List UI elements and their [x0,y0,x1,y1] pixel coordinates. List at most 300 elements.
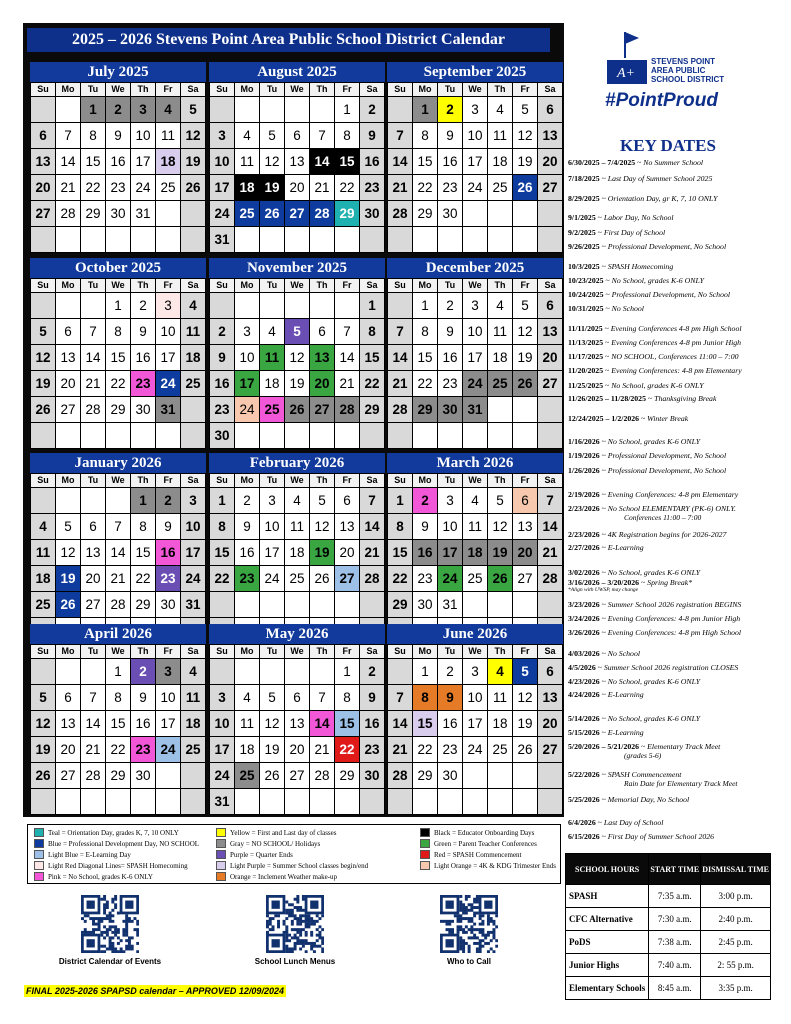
day-cell: 28 [538,566,562,591]
empty-cell [335,293,359,318]
weekday-header: We [106,645,130,658]
empty-cell [81,789,105,814]
day-cell: 30 [210,423,234,448]
legend-label: Gray = NO SCHOOL/ Holidays [230,839,321,848]
day-cell: 31 [131,201,155,226]
day-cell: 20 [285,737,309,762]
weekday-header: Th [488,279,512,292]
day-cell: 4 [181,293,205,318]
day-cell: 12 [181,123,205,148]
weekday-header: Tu [438,83,462,96]
day-cell: 5 [260,685,284,710]
key-date-item [568,663,738,672]
key-date-text: Evening Conferences: 4-8 pm High School [607,628,742,637]
day-cell: 8 [81,123,105,148]
legend-item [34,861,188,870]
empty-cell [156,763,180,788]
day-cell: 20 [538,149,562,174]
month-grid [387,82,563,253]
month-calendar [387,453,563,640]
day-cell: 4 [235,123,259,148]
key-date-text: No School [607,649,641,658]
day-cell: 17 [131,149,155,174]
day-cell: 11 [285,514,309,539]
weekday-header: Tu [260,645,284,658]
key-date-item [568,338,741,347]
day-cell: 18 [488,345,512,370]
legend-swatch [420,861,430,870]
day-cell: 8 [335,123,359,148]
weekday-header: Tu [81,645,105,658]
school-hours-table [565,853,771,1000]
day-cell: 22 [360,371,384,396]
day-cell: 4 [488,293,512,318]
empty-cell [388,659,412,684]
key-date-item [568,242,726,251]
day-cell: 27 [538,737,562,762]
month-title: November 2025 [209,258,385,278]
day-cell: 6 [56,685,80,710]
weekday-header: Tu [81,83,105,96]
day-cell: 18 [181,345,205,370]
weekday-header: Fr [335,474,359,487]
month-grid [209,473,385,644]
weekday-header: Mo [235,474,259,487]
day-cell: 13 [538,685,562,710]
key-date: 3/26/2026 [568,628,600,637]
day-cell: 10 [260,514,284,539]
day-cell: 30 [438,201,462,226]
empty-cell [235,97,259,122]
key-date-item [568,568,700,577]
day-cell: 10 [131,123,155,148]
day-cell: 9 [438,319,462,344]
day-cell: 26 [285,397,309,422]
day-cell: 12 [31,711,55,736]
legend-item [216,839,320,848]
day-cell: 15 [413,149,437,174]
day-cell: 24 [210,763,234,788]
weekday-header: Su [210,474,234,487]
empty-cell [538,789,562,814]
day-cell: 11 [260,345,284,370]
day-cell: 20 [538,711,562,736]
key-date: 2/23/2026 [568,530,600,539]
day-cell: 30 [413,592,437,617]
day-cell: 25 [488,371,512,396]
empty-cell [81,423,105,448]
key-date-item [568,628,741,637]
day-cell: 2 [210,319,234,344]
day-cell: 24 [156,371,180,396]
day-cell: 8 [413,685,437,710]
empty-cell [131,423,155,448]
weekday-header: Mo [235,83,259,96]
legend-item [216,828,336,837]
day-cell: 31 [181,592,205,617]
day-cell: 21 [81,737,105,762]
key-date-item [568,543,644,552]
day-cell: 2 [438,97,462,122]
key-date-item [568,262,673,271]
day-cell: 30 [438,397,462,422]
qr-who-to-call[interactable] [414,895,524,966]
day-cell: 3 [260,488,284,513]
month-title: December 2025 [387,258,563,278]
legend-item [420,861,556,870]
month-title: August 2025 [209,62,385,82]
day-cell: 16 [438,345,462,370]
empty-cell [310,293,334,318]
day-cell: 5 [31,685,55,710]
key-date-text: Professional Development, No School [607,466,727,475]
day-cell: 23 [156,566,180,591]
day-cell: 4 [463,488,487,513]
day-cell: 18 [156,149,180,174]
weekday-header: Sa [181,474,205,487]
key-date-text: NO SCHOOL, Conferences 11:00 – 7:00 [611,352,739,361]
day-cell: 11 [488,685,512,710]
empty-cell [181,423,205,448]
key-date: 5/22/2026 [568,770,600,779]
day-cell: 4 [488,97,512,122]
weekday-header: Tu [260,279,284,292]
day-cell: 8 [131,514,155,539]
weekday-header: Fr [335,645,359,658]
empty-cell [438,227,462,252]
day-cell: 25 [260,397,284,422]
separator: ~ [602,324,611,333]
empty-cell [81,227,105,252]
empty-cell [538,227,562,252]
day-cell: 24 [131,175,155,200]
key-date: 4/03/2026 [568,649,600,658]
month-grid [30,82,206,253]
day-cell: 11 [235,149,259,174]
key-date: 2/19/2026 [568,490,600,499]
day-cell: 7 [81,319,105,344]
key-date-item [568,174,712,183]
day-cell: 2 [235,488,259,513]
empty-cell [513,763,537,788]
empty-cell [310,227,334,252]
day-cell: 17 [156,711,180,736]
day-cell: 26 [31,763,55,788]
day-cell: 19 [31,737,55,762]
day-cell: 8 [106,685,130,710]
key-date-text: Last Day of Summer School 2025 [607,174,713,183]
weekday-header: Th [488,474,512,487]
day-cell: 19 [285,371,309,396]
separator: ~ [603,290,612,299]
day-cell: 24 [156,737,180,762]
key-date-item [568,290,730,299]
day-cell: 26 [260,763,284,788]
day-cell: 11 [488,123,512,148]
empty-cell [260,227,284,252]
empty-cell [285,227,309,252]
key-date-text: Winter Break [647,414,689,423]
day-cell: 7 [310,123,334,148]
key-date-text: Evening Conferences: 4-8 pm Junior High [607,614,741,623]
day-cell: 27 [285,763,309,788]
day-cell: 29 [131,592,155,617]
legend-item [216,850,293,859]
qr-calendar-events[interactable] [55,895,165,966]
day-cell: 12 [513,685,537,710]
weekday-header: Mo [56,474,80,487]
separator: ~ [639,578,648,587]
day-cell: 23 [131,737,155,762]
separator: ~ [599,770,608,779]
day-cell: 16 [413,540,437,565]
day-cell: 25 [181,371,205,396]
day-cell: 25 [285,566,309,591]
day-cell: 2 [360,659,384,684]
day-cell: 15 [106,711,130,736]
weekday-header: Mo [235,279,259,292]
weekday-header: Mo [56,279,80,292]
day-cell: 30 [360,201,384,226]
empty-cell [360,423,384,448]
key-date: 10/3/2025 [568,262,600,271]
legend-item [34,828,179,837]
weekday-header: Fr [513,279,537,292]
day-cell: 12 [513,319,537,344]
key-date-text: No School, grades K-6 ONLY [611,276,704,285]
day-cell: 14 [81,345,105,370]
day-cell: 15 [360,345,384,370]
empty-cell [513,227,537,252]
day-cell: 20 [335,540,359,565]
day-cell: 7 [81,685,105,710]
day-cell: 21 [335,371,359,396]
weekday-header: Fr [335,83,359,96]
day-cell: 15 [413,711,437,736]
empty-cell [235,227,259,252]
day-cell: 10 [156,685,180,710]
empty-cell [513,423,537,448]
day-cell: 6 [538,97,562,122]
day-cell: 1 [360,293,384,318]
legend-swatch [216,828,226,837]
logo-text: STEVENS POINT AREA PUBLIC SCHOOL DISTRICT [651,57,725,84]
day-cell: 11 [31,540,55,565]
key-date-text: Professional Development, No School [607,451,727,460]
day-cell: 31 [210,789,234,814]
day-cell: 9 [131,319,155,344]
key-date-item [568,394,716,403]
empty-cell [463,227,487,252]
weekday-header: Sa [181,279,205,292]
day-cell: 28 [56,201,80,226]
qr-lunch-menus[interactable] [240,895,350,966]
day-cell: 12 [31,345,55,370]
day-cell: 22 [335,175,359,200]
day-cell: 6 [56,319,80,344]
legend-swatch [216,872,226,881]
weekday-header: Mo [56,83,80,96]
day-cell: 17 [210,175,234,200]
separator: ~ [645,394,655,403]
empty-cell [413,227,437,252]
day-cell: 2 [438,293,462,318]
key-date: 1/26/2026 [568,466,600,475]
key-date-item [568,530,726,539]
day-cell: 7 [388,319,412,344]
day-cell: 19 [181,149,205,174]
day-cell: 17 [463,149,487,174]
day-cell: 3 [131,97,155,122]
key-dates-heading: KEY DATES [620,136,716,155]
key-date: 4/5/2026 [568,663,596,672]
day-cell: 24 [260,566,284,591]
empty-cell [310,97,334,122]
day-cell: 29 [335,201,359,226]
weekday-header: Tu [438,279,462,292]
weekday-header: Th [131,279,155,292]
day-cell: 16 [438,149,462,174]
day-cell: 21 [388,737,412,762]
key-date: 6/15/2026 [568,832,600,841]
key-date-text: Professional Development, No School [607,242,727,251]
month-calendar [30,624,206,811]
key-date-item [568,381,704,390]
day-cell: 5 [513,97,537,122]
weekday-header: Th [131,474,155,487]
key-date-item [568,795,689,804]
day-cell: 11 [156,123,180,148]
day-cell: 2 [131,293,155,318]
empty-cell [488,423,512,448]
key-date-text: SPASH Homecoming [607,262,674,271]
day-cell: 24 [463,175,487,200]
empty-cell [31,227,55,252]
empty-cell [488,592,512,617]
legend-item [34,872,153,881]
day-cell: 18 [31,566,55,591]
day-cell: 26 [31,397,55,422]
key-date: 11/26/2025 – 11/28/2025 [568,394,646,403]
day-cell: 28 [335,397,359,422]
empty-cell [538,763,562,788]
empty-cell [81,488,105,513]
day-cell: 30 [106,201,130,226]
empty-cell [156,201,180,226]
key-date-item [568,228,665,237]
key-date: 11/20/2025 [568,366,604,375]
day-cell: 3 [438,488,462,513]
day-cell: 25 [235,763,259,788]
day-cell: 20 [285,175,309,200]
day-cell: 31 [438,592,462,617]
separator: ~ [599,530,608,539]
key-date: 3/24/2026 [568,614,600,623]
weekday-header: Sa [538,474,562,487]
empty-cell [538,423,562,448]
day-cell: 29 [413,763,437,788]
empty-cell [106,227,130,252]
day-cell: 27 [56,763,80,788]
day-cell: 22 [413,371,437,396]
weekday-header: Mo [413,645,437,658]
day-cell: 22 [413,737,437,762]
key-date-item [568,600,741,609]
day-cell: 12 [260,711,284,736]
key-date: 11/17/2025 [568,352,604,361]
key-date-item [568,690,644,699]
day-cell: 22 [106,371,130,396]
key-date-text: Summer School 2026 registration BEGINS [607,600,742,609]
day-cell: 13 [285,711,309,736]
weekday-header: Su [388,279,412,292]
day-cell: 11 [181,319,205,344]
hours-header: START TIME [649,854,701,885]
day-cell: 19 [31,371,55,396]
separator: ~ [595,818,604,827]
day-cell: 10 [181,514,205,539]
approval-note: FINAL 2025-2026 SPAPSD calendar – APPROVED 12/09/2024 [26,986,284,996]
day-cell: 9 [413,514,437,539]
day-cell: 8 [335,685,359,710]
key-date-text: Elementary Track Meet [647,742,721,751]
day-cell: 27 [31,201,55,226]
day-cell: 23 [438,371,462,396]
empty-cell [285,293,309,318]
key-date-text: Evening Conferences: 4-8 pm Elementary [607,490,739,499]
empty-cell [56,97,80,122]
key-date: 5/15/2026 [568,728,600,737]
weekday-header: Su [388,83,412,96]
day-cell: 19 [513,711,537,736]
month-title: September 2025 [387,62,563,82]
empty-cell [538,592,562,617]
day-cell: 23 [438,737,462,762]
day-cell: 15 [413,345,437,370]
key-date-text: Professional Development, No School [611,290,731,299]
day-cell: 13 [81,540,105,565]
separator: ~ [603,352,612,361]
empty-cell [260,789,284,814]
key-date: 10/24/2025 [568,290,604,299]
key-date: 7/18/2025 [568,174,600,183]
day-cell: 28 [388,201,412,226]
separator: ~ [603,276,612,285]
month-title: May 2026 [209,624,385,644]
day-cell: 19 [310,540,334,565]
day-cell: 28 [106,592,130,617]
empty-cell [156,789,180,814]
table-row: PoDS 7:38 a.m. 2:45 p.m. [566,931,771,954]
day-cell: 6 [285,685,309,710]
day-cell: 29 [360,397,384,422]
day-cell: 6 [81,514,105,539]
legend-item [420,850,522,859]
legend-swatch [420,828,430,837]
empty-cell [335,423,359,448]
key-date-subtext: *Align with UWSP, may change [568,587,639,593]
day-cell: 19 [56,566,80,591]
weekday-header: Sa [181,645,205,658]
day-cell: 7 [360,488,384,513]
legend-swatch [216,850,226,859]
day-cell: 18 [235,737,259,762]
day-cell: 2 [156,488,180,513]
month-calendar [30,258,206,445]
day-cell: 15 [210,540,234,565]
day-cell: 26 [260,201,284,226]
day-cell: 1 [335,97,359,122]
